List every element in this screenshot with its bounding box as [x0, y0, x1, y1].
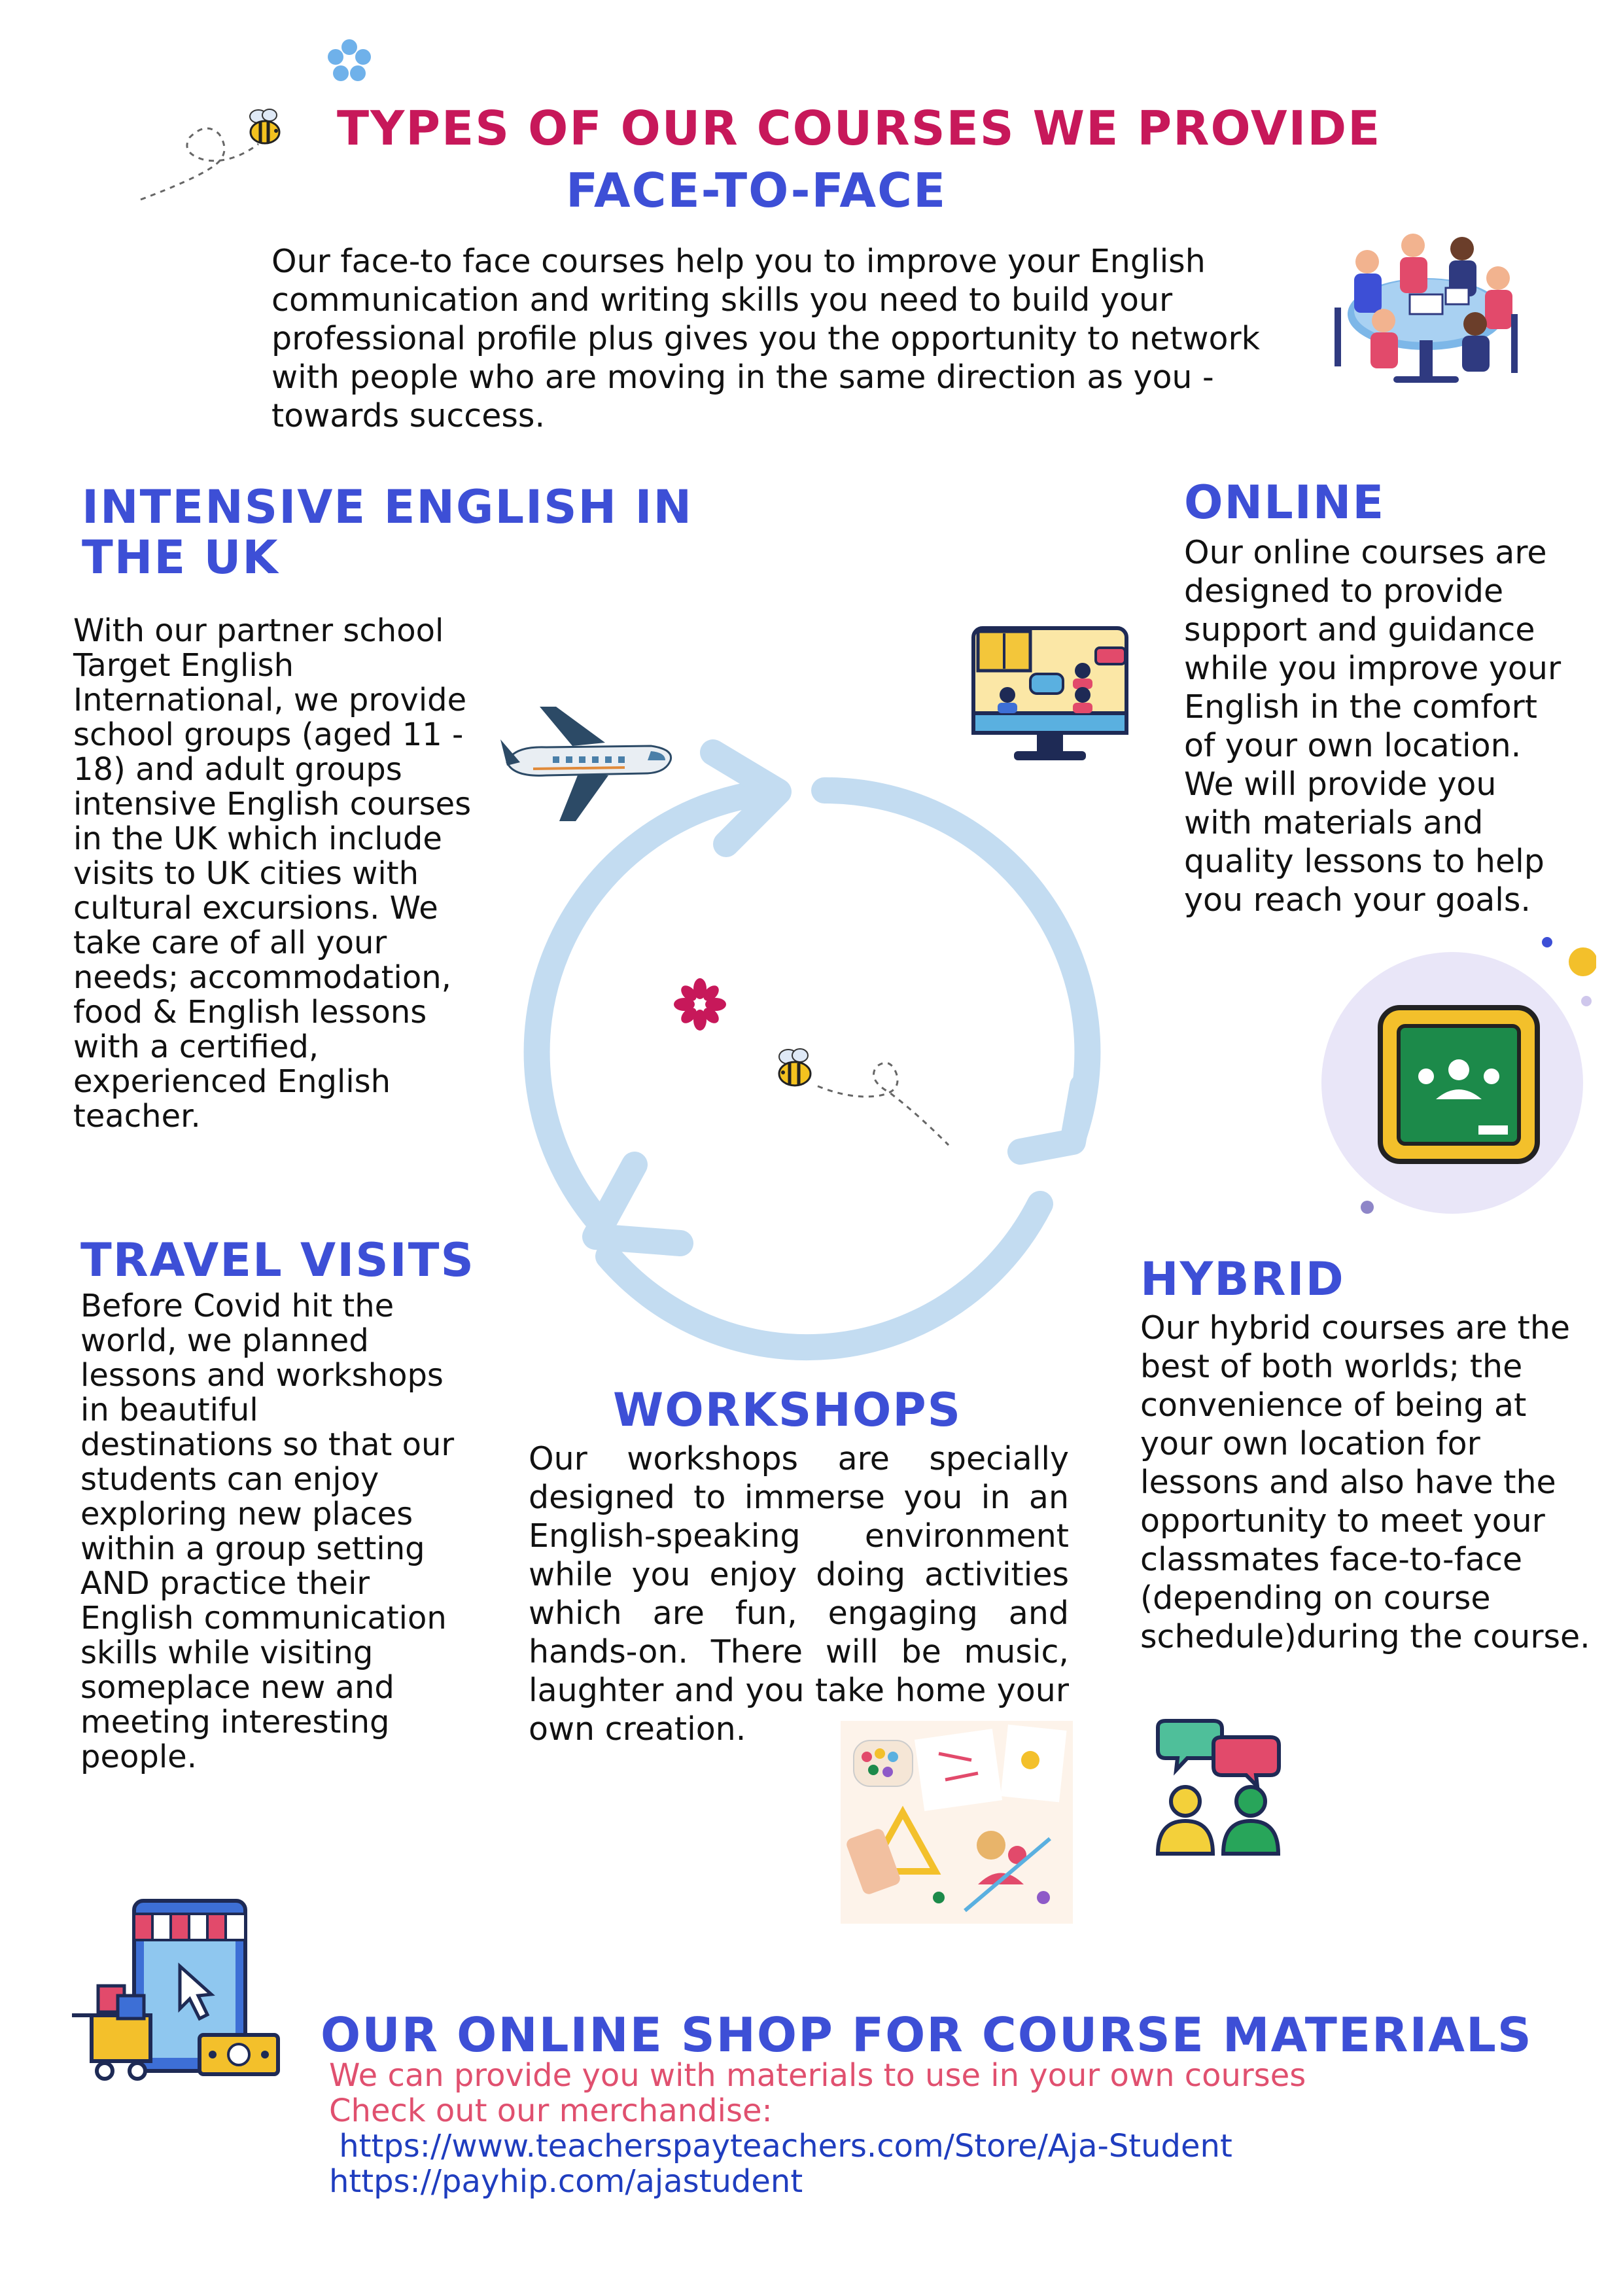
hybrid-paragraph: Our hybrid courses are the best of both worlds; the convenience of being at your own location for lessons and also have the opportunity to meet your classmates face-to-face (depending on course schedule)during the course. — [1140, 1309, 1590, 1655]
shop-link-payhip[interactable]: https://payhip.com/ajastudent — [329, 2163, 803, 2200]
shop-link-tpt[interactable]: https://www.teacherspayteachers.com/Store/Aja-Student — [329, 2128, 1232, 2164]
intensive-title-line1: INTENSIVE ENGLISH IN — [82, 480, 693, 534]
bee-icon — [242, 105, 288, 150]
travel-paragraph: Before Covid hit the world, we planned lessons and workshops in beautiful destinations so that our students can enjoy exploring new places within a group setting AND practice their English communication skills while visiting someplace new and meeting interesting people. — [80, 1288, 455, 1775]
shop-title: OUR ONLINE SHOP FOR COURSE MATERIALS — [321, 2007, 1533, 2062]
flower-icon — [674, 978, 726, 1031]
classroom-app-icon — [1321, 936, 1596, 1224]
travel-title: TRAVEL VISITS — [80, 1233, 475, 1287]
subtitle-face-to-face: FACE-TO-FACE — [566, 163, 947, 218]
shop-line-2: Check out our merchandise: — [329, 2093, 773, 2129]
intensive-title-line2: THE UK — [82, 531, 279, 584]
intensive-paragraph: With our partner school Target English International, we provide school groups (aged 11 - 18) and adult groups intensive English courses in the UK which include visits to UK cities with cultural excursions. We take care of all your needs; accommodation, food & English lessons with a certified, experienced English teacher. — [73, 612, 472, 1135]
crafts-illustration — [841, 1721, 1073, 1924]
intro-paragraph: Our face-to face courses help you to improve your English communication and writing skills you need to build your professional profile plus gives you the opportunity to network with people who are moving in the same direction as you - towards success. — [271, 243, 1261, 434]
online-paragraph: Our online courses are designed to provide support and guidance while you improve your English in the comfort of your own location. We will provide you with materials and quality lessons to help you reach your goals. — [1184, 534, 1562, 919]
online-shop-icon — [72, 1894, 288, 2091]
shop-line-1: We can provide you with materials to use in your own courses — [329, 2057, 1306, 2094]
flower-icon — [326, 38, 373, 85]
meeting-illustration — [1321, 216, 1531, 399]
hybrid-title: HYBRID — [1140, 1252, 1345, 1306]
online-title: ONLINE — [1184, 476, 1386, 529]
page-title: TYPES OF OUR COURSES WE PROVIDE — [337, 101, 1382, 156]
bee-flight-path — [811, 1047, 955, 1152]
chat-people-icon — [1151, 1718, 1285, 1858]
workshops-title: WORKSHOPS — [613, 1383, 962, 1437]
workshops-paragraph: Our workshops are specially designed to immerse you in an English-speaking environment while you enjoy doing activities which are fun, engaging and hands-on. There will be music, laughter and you take home your own creation. — [529, 1440, 1069, 1748]
